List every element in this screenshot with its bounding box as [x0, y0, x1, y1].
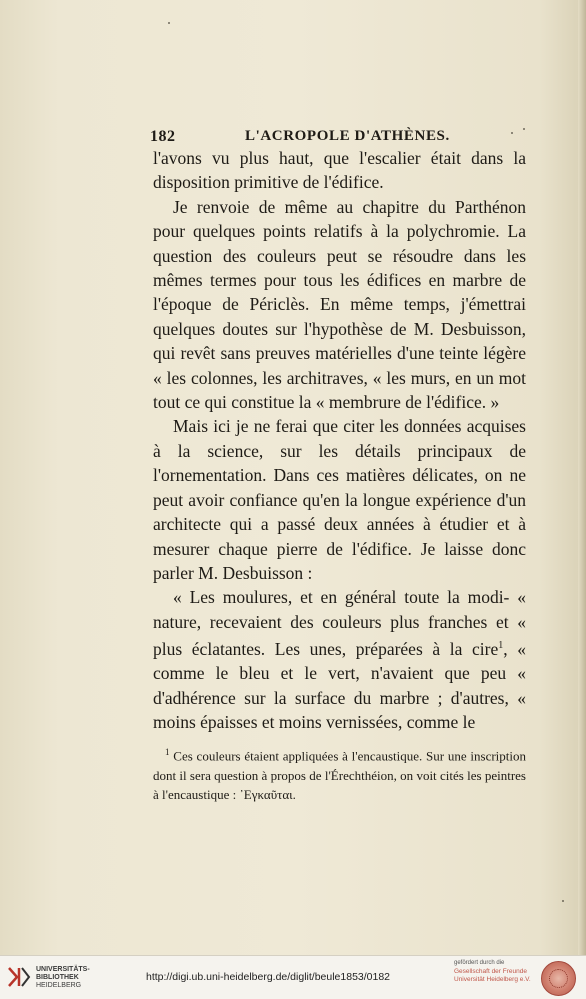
- document-url-link[interactable]: http://digi.ub.uni-heidelberg.de/diglit/beule1853/0182: [146, 971, 391, 983]
- page-edge-shadow: [578, 0, 586, 955]
- sponsor-seal-icon: [541, 961, 576, 996]
- sponsor-block: [454, 960, 539, 984]
- paragraph-1: l'avons vu plus haut, que l'escalier était dans la disposition primitive de l'édifice.: [153, 148, 526, 193]
- viewer-footer: [0, 955, 586, 999]
- footnote-marker: 1: [165, 747, 170, 757]
- paragraph-3: Mais ici je ne ferai que citer les données acquises à la science, sur les détails principaux de l'ornementation. Dans ces matières délicates, on ne peut avoir confiance qu'en la longue expérience d'un architecte qui a passé deux années à étudier et à mesurer chaque pierre de l'édifice. Je laisse donc parler M. Desbuisson :: [153, 416, 526, 583]
- sponsor-line-1: Gesellschaft der Freunde: [454, 968, 527, 975]
- library-logo-icon: [6, 964, 32, 990]
- quote-part-1: « Les moulures, et en général toute la modi- « nature, recevaient des couleurs plus franches et « plus éclatantes. Les unes, préparées à la cire: [153, 587, 526, 659]
- quote-part-2: , « comme le bleu et le vert, n'avaient que peu « d'adhérence sur la surface du marbre ; d'autres, « moins épaisses et moins vernissées, comme le: [153, 638, 526, 733]
- footnote-reference[interactable]: 1: [498, 640, 504, 652]
- body-text: [153, 146, 526, 735]
- footnote-body: Ces couleurs étaient appliquées à l'encaustique. Sur une inscription dont il sera question à propos de l'Érechthéion, on voit cités les peintres à l'encaustique : ᾿Εγκαῦται.: [153, 748, 526, 803]
- paragraph-2: Je renvoie de même au chapitre du Parthénon pour quelques points relatifs à la polychromie. La question des couleurs peut se résoudre dans les mêmes termes pour tous les édifices en marbre de l'époque de Périclès. En même temps, j'émettrai quelques doutes sur l'hypothèse de M. Desbuisson, qui revêt sans preuves matérielles d'une teinte légère « les colonnes, les architraves, « les murs, en un mot tout ce qui constitue la « membrure de l'édifice. »: [153, 196, 526, 413]
- ink-speck: [511, 132, 513, 134]
- ink-speck: [562, 900, 564, 902]
- paragraph-4-quote: [153, 585, 526, 734]
- running-header: [150, 128, 520, 148]
- library-line-3: HEIDELBERG: [36, 982, 82, 989]
- ink-speck: [168, 22, 170, 24]
- page-number: 182: [150, 128, 176, 145]
- library-line-2: BIBLIOTHEK: [36, 974, 79, 981]
- footnote: [153, 743, 526, 805]
- running-head-title: L'ACROPOLE D'ATHÈNES.: [245, 128, 450, 144]
- footnote-text: [153, 743, 526, 805]
- ink-speck: [523, 128, 525, 130]
- sponsor-line-2: Universität Heidelberg e.V.: [454, 976, 531, 983]
- library-line-1: UNIVERSITÄTS-: [36, 966, 90, 973]
- library-name: [36, 966, 90, 990]
- sponsor-intro: gefördert durch die: [454, 960, 505, 966]
